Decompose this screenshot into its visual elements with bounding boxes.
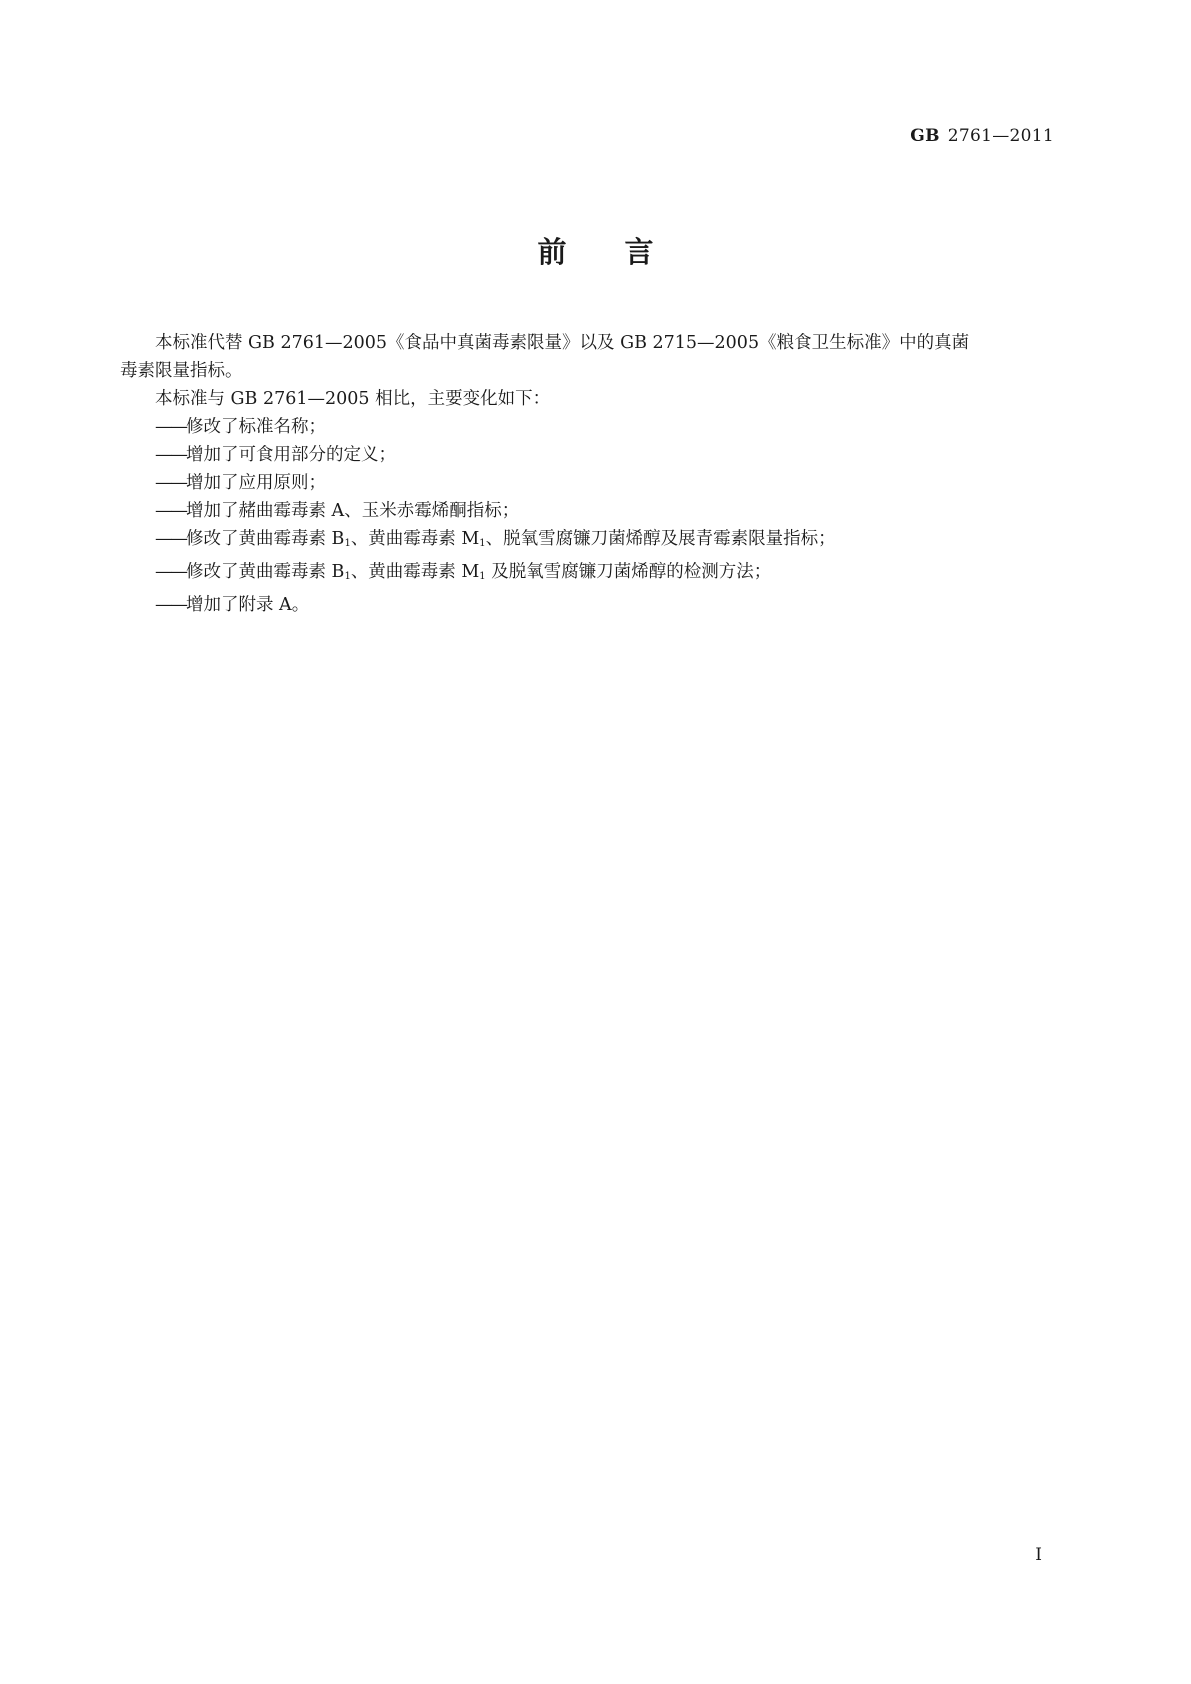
- paragraph-line: 毒素限量指标。: [120, 361, 243, 381]
- list-item: [120, 497, 1060, 525]
- list-item-text: 、黄曲霉毒素 M: [350, 562, 480, 582]
- list-item-text: 修改了黄曲霉毒素 B: [186, 529, 345, 549]
- list-item: [120, 525, 1060, 558]
- page-title: 前言: [537, 235, 712, 269]
- subscript: 1: [479, 538, 486, 549]
- list-item-text: 增加了应用原则；: [186, 473, 326, 493]
- subscript: 1: [344, 538, 351, 549]
- changes-intro-paragraph: 本标准与 GB 2761—2005 相比，主要变化如下：: [155, 389, 551, 409]
- subscript: 1: [479, 571, 486, 582]
- list-item: [120, 469, 1060, 497]
- list-item-text: 修改了黄曲霉毒素 B: [186, 562, 345, 582]
- gb-label: GB: [910, 126, 940, 146]
- standard-number: 2761—2011: [947, 126, 1054, 146]
- list-item-text: 、脱氧雪腐镰刀菌烯醇及展青霉素限量指标；: [485, 529, 836, 549]
- changes-list: [120, 413, 1060, 619]
- paragraph-line: 本标准代替 GB 2761—2005《食品中真菌毒素限量》以及 GB 2715—2005《粮食卫生标准》中的真菌: [155, 333, 970, 353]
- list-item-text: 增加了赭曲霉毒素 A、玉米赤霉烯酮指标；: [186, 501, 520, 521]
- standard-code: [910, 126, 1054, 146]
- list-item-text: 修改了标准名称；: [186, 417, 326, 437]
- subscript: 1: [344, 571, 351, 582]
- list-item: [120, 441, 1060, 469]
- list-item-text: 增加了可食用部分的定义；: [186, 445, 396, 465]
- document-body: [120, 329, 1060, 619]
- list-item-text: 、黄曲霉毒素 M: [350, 529, 480, 549]
- replacement-paragraph: [120, 329, 1060, 385]
- list-item-text: 增加了附录 A。: [186, 595, 310, 615]
- page-number: I: [1035, 1545, 1042, 1565]
- list-item-text: 及脱氧雪腐镰刀菌烯醇的检测方法；: [485, 562, 772, 582]
- list-item: [120, 413, 1060, 441]
- list-item: [120, 591, 1060, 619]
- list-item: [120, 558, 1060, 591]
